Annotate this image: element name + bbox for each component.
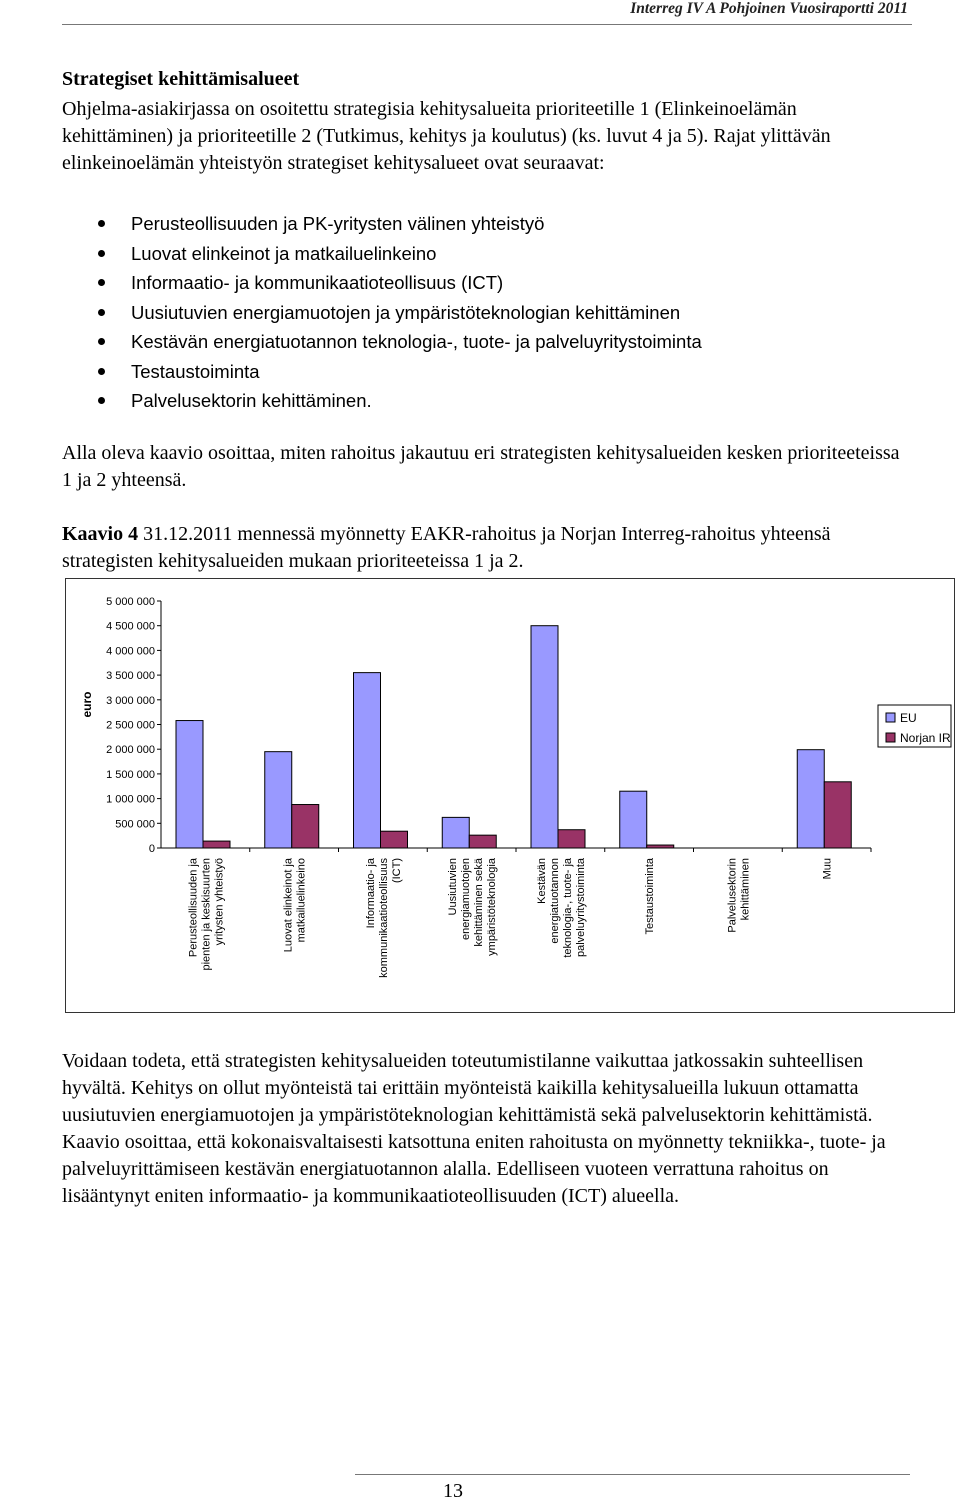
bar-eu [531, 626, 558, 848]
bar-norjan-ir [647, 845, 674, 848]
x-category-label: Palvelusektorinkehittäminen [726, 858, 752, 933]
list-item: Luovat elinkeinot ja matkailuelinkeino [62, 239, 702, 269]
x-category-label: Luovat elinkeinot jamatkailuelinkeino [282, 858, 308, 953]
y-tick-label: 0 [148, 843, 155, 855]
list-item: Palvelusektorin kehittäminen. [62, 386, 702, 416]
y-tick-label: 4 000 000 [106, 645, 155, 658]
y-tick-label: 2 000 000 [106, 744, 155, 757]
bar-norjan-ir [203, 841, 230, 848]
x-category-label: Muu [821, 858, 834, 880]
list-item: Kestävän energiatuotannon teknologia-, tuote- ja palveluyritystoiminta [62, 327, 702, 357]
legend-swatch [886, 733, 895, 742]
y-axis-title: euro [80, 691, 94, 718]
x-category-label: Informaatio- jakommunikaatioteollisuus(ICT) [364, 858, 403, 978]
development-areas-list [62, 209, 702, 416]
legend-label: Norjan IR [900, 731, 951, 745]
chart-intro-paragraph: Alla oleva kaavio osoittaa, miten rahoitus jakautuu eri strategisten kehitysalueiden kesken prioriteeteissa 1 ja 2 yhteensä. [62, 442, 900, 491]
bar-eu [797, 750, 824, 848]
x-category-label: Perusteollisuuden japienten ja keskisuurtenyritysten yhteistyö [187, 858, 226, 971]
funding-chart [65, 578, 955, 1013]
y-tick-label: 500 000 [115, 818, 155, 831]
bar-eu [354, 673, 381, 848]
section-title: Strategiset kehittämisalueet [62, 68, 300, 90]
list-item: Informaatio- ja kommunikaatioteollisuus (ICT) [62, 268, 702, 298]
list-item: Perusteollisuuden ja PK-yritysten välinen yhteistyö [62, 209, 702, 239]
x-category-label: Testaustoiminta [644, 858, 657, 935]
list-item: Testaustoiminta [62, 357, 702, 387]
bar-eu [442, 817, 469, 848]
legend-swatch [886, 713, 895, 722]
y-tick-label: 1 000 000 [106, 793, 155, 806]
bar-norjan-ir [292, 805, 319, 848]
y-tick-label: 2 500 000 [106, 719, 155, 732]
chart-canvas [66, 579, 956, 1014]
footer-divider [355, 1474, 910, 1475]
running-header: Interreg IV A Pohjoinen Vuosiraportti 2011 [630, 0, 908, 17]
bar-norjan-ir [469, 835, 496, 848]
bar-eu [620, 791, 647, 848]
y-tick-label: 5 000 000 [106, 596, 155, 608]
x-category-label: Kestävänenergiatuotannonteknologia-, tuote- japalveluyritystoiminta [535, 858, 587, 958]
y-tick-label: 3 500 000 [106, 670, 155, 683]
conclusion-paragraph: Voidaan todeta, että strategisten kehitysalueiden toteutumistilanne vaikuttaa jatkossakin suhteellisen hyvältä. Kehitys on ollut myönteistä tai erittäin myönteistä kaikilla kehitysalueilla lukuun ottamatta uusiutuvien energiamuotojen ja ympäristöteknologian kehittämistä sekä palvelusektorin kehittämistä. Kaavio osoittaa, että kokonaisvaltaisesti katsottuna eniten rahoitusta on myönnetty tekniikka-, tuote- ja palveluyrittämiseen kestävän energiatuotannon alalla. Edelliseen vuoteen verrattuna rahoitus on lisääntynyt eniten informaatio- ja kommunikaatioteollisuuden (ICT) alueella. [62, 1050, 886, 1207]
bar-eu [176, 721, 203, 848]
caption-text: 31.12.2011 mennessä myönnetty EAKR-rahoitus ja Norjan Interreg-rahoitus yhteensä strategisten kehitysalueiden mukaan prioriteeteissa 1 ja 2. [62, 523, 831, 572]
page-number: 13 [443, 1480, 463, 1502]
intro-paragraph: Ohjelma-asiakirjassa on osoitettu strategisia kehitysalueita prioriteetille 1 (Elinkeinoelämän kehittäminen) ja prioriteetille 2 (Tutkimus, kehitys ja koulutus) (ks. luvut 4 ja 5). Rajat ylittävän elinkeinoelämän yhteistyön strategiset kehitysalueet ovat seuraavat: [62, 98, 831, 174]
chart-caption [62, 521, 912, 575]
bar-norjan-ir [381, 831, 408, 848]
bar-norjan-ir [824, 782, 851, 848]
list-item: Uusiutuvien energiamuotojen ja ympäristöteknologian kehittäminen [62, 298, 702, 328]
bar-norjan-ir [558, 830, 585, 848]
legend-label: EU [900, 711, 917, 725]
y-tick-label: 3 000 000 [106, 694, 155, 707]
header-divider [62, 24, 912, 25]
x-category-label: Uusiutuvienenergiamuotojenkehittäminen sekäympäristöteknologia [447, 858, 499, 956]
bar-eu [265, 752, 292, 848]
caption-label: Kaavio 4 [62, 523, 139, 545]
y-tick-label: 1 500 000 [106, 768, 155, 781]
y-tick-label: 4 500 000 [106, 620, 155, 633]
